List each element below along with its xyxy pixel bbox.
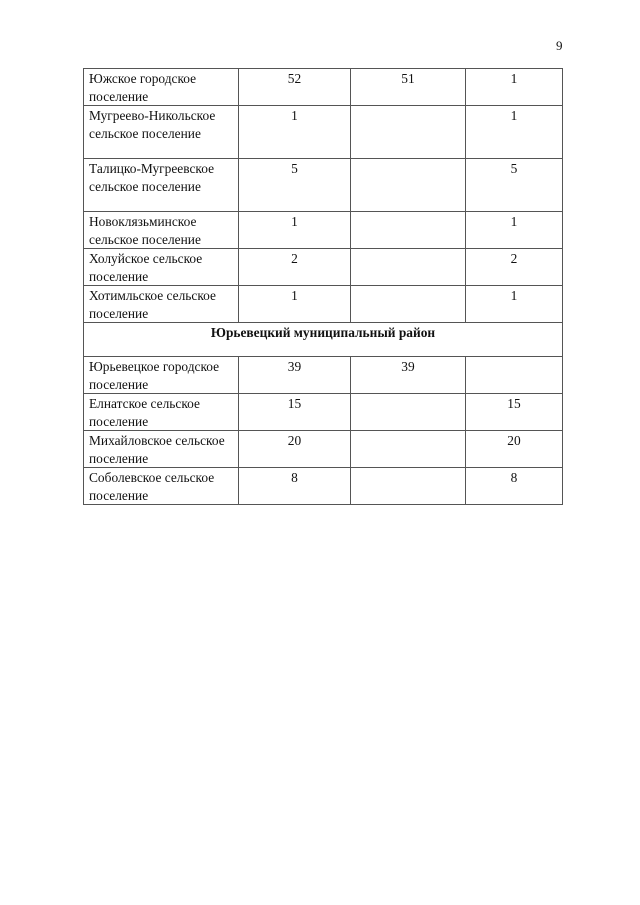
settlement-name: Соболевское сельское поселение bbox=[84, 468, 239, 505]
value-col-2: 20 bbox=[239, 431, 351, 468]
value-col-4: 2 bbox=[466, 249, 563, 286]
table-row bbox=[84, 69, 563, 106]
value-col-3 bbox=[351, 249, 466, 286]
settlements-table bbox=[83, 68, 563, 505]
value-col-3 bbox=[351, 212, 466, 249]
table-row bbox=[84, 286, 563, 323]
value-col-2: 15 bbox=[239, 394, 351, 431]
section-title: Юрьевецкий муниципальный район bbox=[84, 323, 563, 357]
value-col-3 bbox=[351, 106, 466, 159]
value-col-2: 1 bbox=[239, 286, 351, 323]
value-col-2: 39 bbox=[239, 357, 351, 394]
settlement-name: Холуйское сельское поселение bbox=[84, 249, 239, 286]
value-col-4: 1 bbox=[466, 286, 563, 323]
value-col-3 bbox=[351, 159, 466, 212]
value-col-4: 1 bbox=[466, 212, 563, 249]
settlement-name: Юрьевецкое городское поселение bbox=[84, 357, 239, 394]
value-col-3: 51 bbox=[351, 69, 466, 106]
table-row bbox=[84, 468, 563, 505]
value-col-4: 5 bbox=[466, 159, 563, 212]
settlement-name: Новоклязьминское сельское поселение bbox=[84, 212, 239, 249]
value-col-4: 20 bbox=[466, 431, 563, 468]
settlement-name: Талицко-Мугреевское сельское поселение bbox=[84, 159, 239, 212]
settlement-name: Михайловское сельское поселение bbox=[84, 431, 239, 468]
table-row bbox=[84, 431, 563, 468]
value-col-2: 2 bbox=[239, 249, 351, 286]
value-col-4 bbox=[466, 357, 563, 394]
settlement-name: Хотимльское сельское поселение bbox=[84, 286, 239, 323]
table-row bbox=[84, 394, 563, 431]
value-col-3 bbox=[351, 286, 466, 323]
value-col-4: 1 bbox=[466, 69, 563, 106]
settlement-name: Южское городское поселение bbox=[84, 69, 239, 106]
value-col-4: 15 bbox=[466, 394, 563, 431]
value-col-4: 8 bbox=[466, 468, 563, 505]
page-number: 9 bbox=[556, 38, 563, 53]
value-col-2: 52 bbox=[239, 69, 351, 106]
table-row bbox=[84, 159, 563, 212]
value-col-2: 5 bbox=[239, 159, 351, 212]
settlement-name: Елнатское сельское поселение bbox=[84, 394, 239, 431]
table-row bbox=[84, 357, 563, 394]
table-row bbox=[84, 106, 563, 159]
value-col-3 bbox=[351, 468, 466, 505]
value-col-3 bbox=[351, 394, 466, 431]
settlement-name: Мугреево-Никольское сельское поселение bbox=[84, 106, 239, 159]
value-col-3 bbox=[351, 431, 466, 468]
value-col-2: 1 bbox=[239, 106, 351, 159]
value-col-3: 39 bbox=[351, 357, 466, 394]
table-row bbox=[84, 249, 563, 286]
value-col-2: 1 bbox=[239, 212, 351, 249]
value-col-4: 1 bbox=[466, 106, 563, 159]
value-col-2: 8 bbox=[239, 468, 351, 505]
table-row bbox=[84, 212, 563, 249]
section-header-row bbox=[84, 323, 563, 357]
